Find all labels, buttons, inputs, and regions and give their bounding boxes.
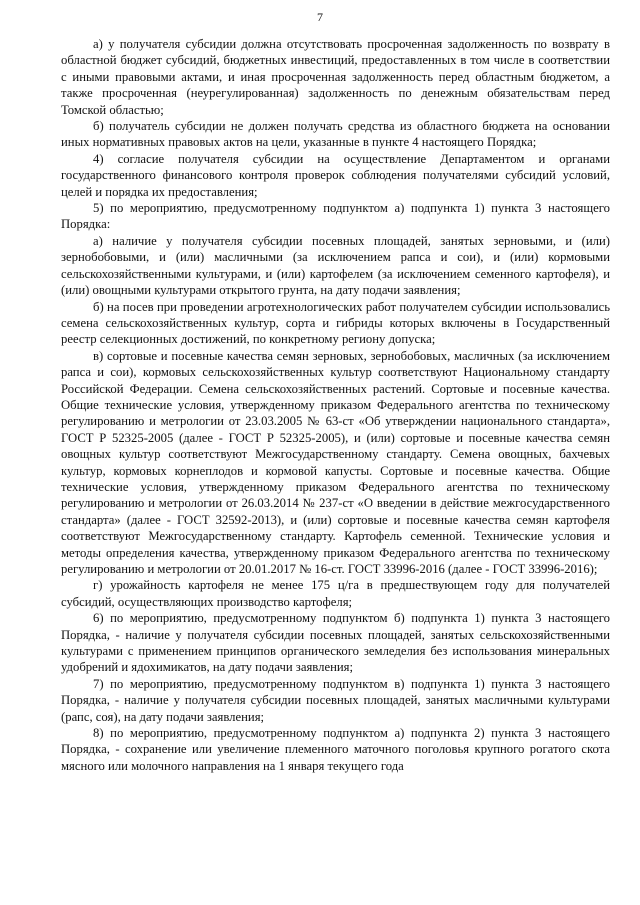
paragraph-organic-farming: 6) по мероприятию, предусмотренному подпунктом б) подпункта 1) пункта 3 настоящего Порядка, - наличие у получателя субсидии посевных площадей, занятых сельскохозяйственными культурами с применением принципов органического земледелия без использования минеральных удобрений и ядохимикатов, на дату подачи заявления; (61, 611, 610, 675)
paragraph-no-other-funds: б) получатель субсидии не должен получать средства из областного бюджета на основании иных нормативных правовых актов на цели, указанные в пункте 4 настоящего Порядка; (61, 119, 610, 150)
paragraph-seed-quality-standards: в) сортовые и посевные качества семян зерновых, зернобобовых, масличных (за исключением рапса и сои), кормовых сельскохозяйственных культур соответствуют Национальному стандарту Российской Федерации. Семена сельскохозяйственных растений. Сортовые и посевные качества. Общие технические условия, утвержденному приказом Федерального агентства по техническому регулированию и метрологии от 23.03.2005 № 63-ст «Об утверждении национального стандарта», ГОСТ Р 52325-2005 (далее - ГОСТ Р 52325-2005), и (или) сортовые и посевные качества семян овощных культур соответствуют Межгосударственному стандарту. Семена овощных, бахчевых культур, кормовых корнеплодов и кормовой капусты. Сортовые и посевные качества. Общие технические условия, утвержденному приказом Федерального агентства по техническому регулированию и метрологии от 26.03.2014 № 237-ст «О введении в действие межгосударственного стандарта» (далее - ГОСТ 32592-2013), и (или) сортовые и посевные качества семян картофеля соответствуют Межгосударственному стандарту. Картофель семенной. Технические условия и методы определения качества, утвержденному приказом Федерального агентства по техническому регулированию и метрологии от 20.01.2017 № 16-ст. ГОСТ 33996-2016 (далее - ГОСТ 33996-2016); (61, 348, 610, 576)
paragraph-consent-to-audit: 4) согласие получателя субсидии на осуществление Департаментом и органами государственного финансового контроля проверок соблюдения получателями субсидий условий, целей и порядка их предоставления; (61, 151, 610, 199)
document-body (61, 36, 610, 774)
page-number: 7 (317, 10, 323, 24)
paragraph-registered-seeds: б) на посев при проведении агротехнологических работ получателем субсидии использовались семена сельскохозяйственных культур, сорта и гибриды которых включены в Государственный реестр селекционных достижений, по конкретному региону допуска; (61, 299, 610, 347)
paragraph-measure-5-intro: 5) по мероприятию, предусмотренному подпунктом а) подпункта 1) пункта 3 настоящего Порядка: (61, 201, 610, 232)
paragraph-cattle-livestock: 8) по мероприятию, предусмотренному подпунктом а) подпункта 2) пункта 3 настоящего Порядка, - сохранение или увеличение племенного маточного поголовья крупного рогатого скота мясного или молочного направления на 1 января текущего года (61, 726, 610, 773)
paragraph-sown-areas: а) наличие у получателя субсидии посевных площадей, занятых зерновыми, и (или) зернобобовыми, и (или) масличными (за исключением рапса и сои), и (или) кормовыми сельскохозяйственными культурами, и (или) картофелем (за исключением семенного картофеля), и (или) овощными культурами открытого грунта, на дату подачи заявления; (61, 233, 610, 298)
paragraph-oilseed-crops: 7) по мероприятию, предусмотренному подпунктом в) подпункта 1) пункта 3 настоящего Порядка, - наличие у получателя субсидии посевных площадей, занятых масличными культурами (рапс, соя), на дату подачи заявления; (61, 676, 610, 724)
paragraph-debt-requirement: а) у получателя субсидии должна отсутствовать просроченная задолженность по возврату в областной бюджет субсидий, бюджетных инвестиций, предоставленных в том числе в соответствии с иными правовыми актами, и иная просроченная задолженность перед областным бюджетом, а также просроченная (неурегулированная) задолженность по денежным обязательствам перед Томской областью; (61, 37, 610, 117)
paragraph-potato-yield: г) урожайность картофеля не менее 175 ц/га в предшествующем году для получателей субсидий, осуществляющих производство картофеля; (61, 578, 610, 609)
